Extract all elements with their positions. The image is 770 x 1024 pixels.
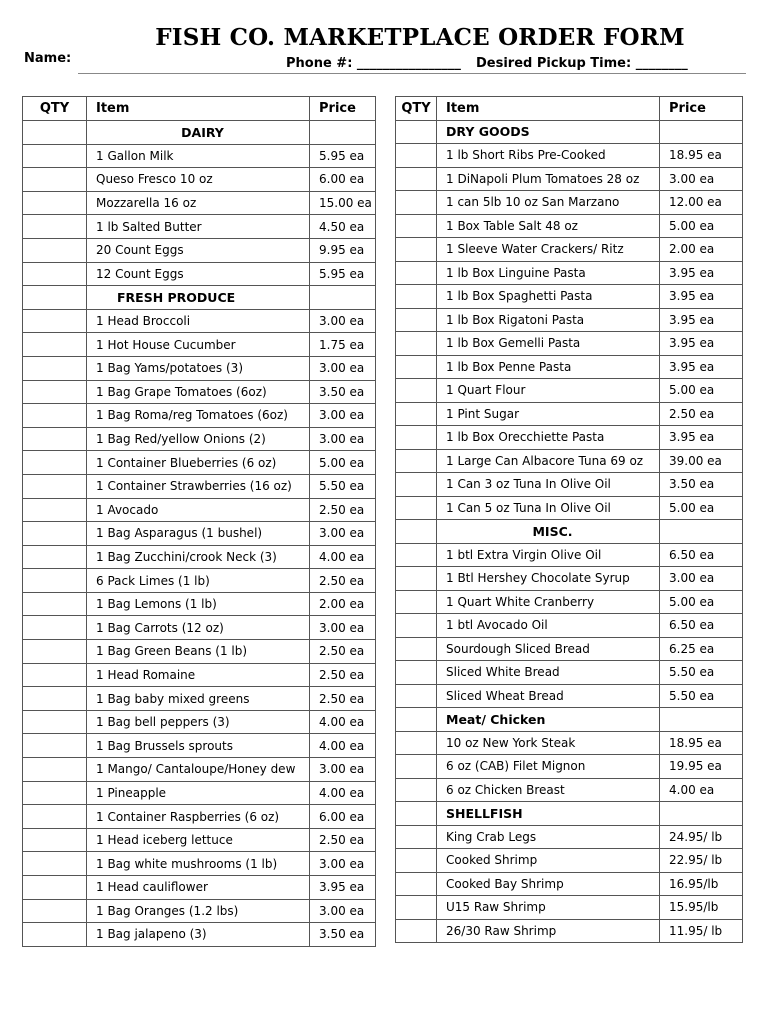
qty-input-cell[interactable] <box>396 238 437 262</box>
item-name: Sliced Wheat Bread <box>437 684 660 708</box>
qty-input-cell[interactable] <box>23 616 87 640</box>
item-name: 1 lb Box Penne Pasta <box>437 355 660 379</box>
item-name: 1 Can 5 oz Tuna In Olive Oil <box>437 496 660 520</box>
qty-input-cell[interactable] <box>23 545 87 569</box>
item-price: 2.50 ea <box>310 687 376 711</box>
right-header-row <box>396 97 743 121</box>
item-price: 6.25 ea <box>660 637 743 661</box>
item-row <box>23 899 376 923</box>
item-price: 3.00 ea <box>310 309 376 333</box>
item-price: 3.50 ea <box>660 473 743 497</box>
qty-input-cell[interactable] <box>396 614 437 638</box>
item-row <box>23 923 376 947</box>
item-row <box>23 734 376 758</box>
item-name: 1 Bag Yams/potatoes (3) <box>87 356 310 380</box>
item-row <box>23 404 376 428</box>
item-row <box>23 876 376 900</box>
item-price: 4.00 ea <box>660 778 743 802</box>
item-row <box>396 285 743 309</box>
item-name: 1 Bag Brussels sprouts <box>87 734 310 758</box>
item-price: 3.00 ea <box>310 404 376 428</box>
item-name: 1 lb Short Ribs Pre-Cooked <box>437 144 660 168</box>
section-heading: FRESH PRODUCE <box>87 286 310 310</box>
qty-input-cell[interactable] <box>23 687 87 711</box>
item-name: 26/30 Raw Shrimp <box>437 919 660 943</box>
qty-input-cell[interactable] <box>23 380 87 404</box>
item-row <box>396 825 743 849</box>
item-row <box>396 449 743 473</box>
item-name: 1 Gallon Milk <box>87 144 310 168</box>
item-name: Sliced White Bread <box>437 661 660 685</box>
item-name: 1 can 5lb 10 oz San Marzano <box>437 191 660 215</box>
qty-input-cell[interactable] <box>23 663 87 687</box>
item-name: 1 btl Avocado Oil <box>437 614 660 638</box>
item-name: 1 Container Strawberries (16 oz) <box>87 474 310 498</box>
item-name: 1 Bag white mushrooms (1 lb) <box>87 852 310 876</box>
price-cell <box>660 708 743 732</box>
item-row <box>396 191 743 215</box>
item-header: Item <box>87 97 310 121</box>
qty-input-cell[interactable] <box>396 567 437 591</box>
item-price: 22.95/ lb <box>660 849 743 873</box>
item-name: 6 oz (CAB) Filet Mignon <box>437 755 660 779</box>
item-row <box>396 567 743 591</box>
item-price: 4.00 ea <box>310 545 376 569</box>
item-row <box>396 590 743 614</box>
qty-input-cell[interactable] <box>396 402 437 426</box>
item-name: 1 DiNapoli Plum Tomatoes 28 oz <box>437 167 660 191</box>
item-name: 1 Bag baby mixed greens <box>87 687 310 711</box>
section-heading: DRY GOODS <box>437 120 660 144</box>
qty-input-cell[interactable] <box>396 285 437 309</box>
item-name: 1 btl Extra Virgin Olive Oil <box>437 543 660 567</box>
item-row <box>396 308 743 332</box>
item-price: 3.95 ea <box>660 355 743 379</box>
item-name: King Crab Legs <box>437 825 660 849</box>
item-row <box>23 309 376 333</box>
qty-input-cell[interactable] <box>23 309 87 333</box>
item-price: 5.00 ea <box>660 379 743 403</box>
item-name: 1 Bag Lemons (1 lb) <box>87 592 310 616</box>
qty-input-cell[interactable] <box>396 426 437 450</box>
qty-input-cell[interactable] <box>23 805 87 829</box>
item-price: 2.00 ea <box>310 592 376 616</box>
item-name: 1 lb Box Gemelli Pasta <box>437 332 660 356</box>
item-name: 1 Container Blueberries (6 oz) <box>87 451 310 475</box>
item-price: 12.00 ea <box>660 191 743 215</box>
item-name: 10 oz New York Steak <box>437 731 660 755</box>
price-header: Price <box>660 97 743 121</box>
qty-cell <box>396 708 437 732</box>
item-row <box>396 661 743 685</box>
qty-input-cell[interactable] <box>23 710 87 734</box>
section-row <box>396 802 743 826</box>
price-cell <box>660 520 743 544</box>
item-name: 1 Head Romaine <box>87 663 310 687</box>
item-name: 1 Sleeve Water Crackers/ Ritz <box>437 238 660 262</box>
item-name: 1 Bag Red/yellow Onions (2) <box>87 427 310 451</box>
section-row <box>396 520 743 544</box>
item-price: 2.00 ea <box>660 238 743 262</box>
qty-input-cell[interactable] <box>396 590 437 614</box>
phone-label[interactable]: Phone #: ________________ <box>286 56 461 71</box>
item-price: 6.50 ea <box>660 543 743 567</box>
qty-input-cell[interactable] <box>396 496 437 520</box>
item-row <box>23 758 376 782</box>
qty-input-cell[interactable] <box>23 451 87 475</box>
qty-cell <box>23 121 87 145</box>
item-row <box>23 451 376 475</box>
qty-input-cell[interactable] <box>23 852 87 876</box>
item-row <box>23 663 376 687</box>
qty-input-cell[interactable] <box>396 731 437 755</box>
item-row <box>396 778 743 802</box>
item-row <box>23 262 376 286</box>
qty-input-cell[interactable] <box>396 144 437 168</box>
item-name: 1 Can 3 oz Tuna In Olive Oil <box>437 473 660 497</box>
item-name: 1 Quart Flour <box>437 379 660 403</box>
item-name: 1 Container Raspberries (6 oz) <box>87 805 310 829</box>
price-header: Price <box>310 97 376 121</box>
qty-input-cell[interactable] <box>23 592 87 616</box>
section-heading: SHELLFISH <box>437 802 660 826</box>
item-row <box>23 144 376 168</box>
qty-input-cell[interactable] <box>396 778 437 802</box>
phone-pickup-line <box>286 56 688 71</box>
qty-input-cell[interactable] <box>396 872 437 896</box>
item-name: U15 Raw Shrimp <box>437 896 660 920</box>
qty-input-cell[interactable] <box>396 896 437 920</box>
item-name: 1 Bag Roma/reg Tomatoes (6oz) <box>87 404 310 428</box>
item-name: 1 lb Box Linguine Pasta <box>437 261 660 285</box>
item-name: 1 Avocado <box>87 498 310 522</box>
qty-cell <box>23 286 87 310</box>
item-price: 6.50 ea <box>660 614 743 638</box>
item-row <box>396 144 743 168</box>
item-row <box>23 522 376 546</box>
item-price: 3.95 ea <box>660 285 743 309</box>
qty-input-cell[interactable] <box>396 214 437 238</box>
item-row <box>23 215 376 239</box>
price-cell <box>310 286 376 310</box>
item-price: 6.00 ea <box>310 168 376 192</box>
item-name: 1 Bag bell peppers (3) <box>87 710 310 734</box>
item-price: 2.50 ea <box>310 640 376 664</box>
item-price: 4.00 ea <box>310 710 376 734</box>
item-row <box>396 637 743 661</box>
item-row <box>23 592 376 616</box>
item-name: 1 Hot House Cucumber <box>87 333 310 357</box>
item-price: 5.50 ea <box>660 661 743 685</box>
pickup-time-label[interactable]: Desired Pickup Time: ________ <box>476 56 688 71</box>
item-row <box>23 474 376 498</box>
item-name: 1 Quart White Cranberry <box>437 590 660 614</box>
item-row <box>23 498 376 522</box>
section-heading: Meat/ Chicken <box>437 708 660 732</box>
qty-header: QTY <box>396 97 437 121</box>
qty-input-cell[interactable] <box>23 899 87 923</box>
item-price: 5.95 ea <box>310 144 376 168</box>
item-price: 18.95 ea <box>660 144 743 168</box>
item-name: 1 Pineapple <box>87 781 310 805</box>
item-price: 5.50 ea <box>660 684 743 708</box>
item-row <box>396 379 743 403</box>
item-price: 3.00 ea <box>310 758 376 782</box>
item-row <box>23 333 376 357</box>
item-name: 1 lb Box Orecchiette Pasta <box>437 426 660 450</box>
qty-input-cell[interactable] <box>23 569 87 593</box>
item-price: 5.00 ea <box>660 214 743 238</box>
qty-input-cell[interactable] <box>23 734 87 758</box>
qty-input-cell[interactable] <box>23 781 87 805</box>
item-name: 1 Head iceberg lettuce <box>87 828 310 852</box>
item-price: 5.00 ea <box>660 496 743 520</box>
item-price: 3.95 ea <box>660 308 743 332</box>
qty-input-cell[interactable] <box>396 167 437 191</box>
qty-input-cell[interactable] <box>23 262 87 286</box>
qty-input-cell[interactable] <box>23 876 87 900</box>
item-price: 1.75 ea <box>310 333 376 357</box>
item-price: 2.50 ea <box>310 663 376 687</box>
section-row <box>396 708 743 732</box>
item-row <box>23 380 376 404</box>
qty-input-cell[interactable] <box>396 308 437 332</box>
item-price: 15.00 ea <box>310 191 376 215</box>
item-row <box>396 238 743 262</box>
item-price: 3.95 ea <box>660 332 743 356</box>
price-cell <box>660 120 743 144</box>
item-price: 4.00 ea <box>310 734 376 758</box>
item-name: 1 Pint Sugar <box>437 402 660 426</box>
item-price: 2.50 ea <box>660 402 743 426</box>
item-row <box>23 710 376 734</box>
item-row <box>23 687 376 711</box>
item-row <box>396 496 743 520</box>
item-price: 4.00 ea <box>310 781 376 805</box>
item-name: 1 Bag Grape Tomatoes (6oz) <box>87 380 310 404</box>
left-header-row <box>23 97 376 121</box>
item-price: 15.95/lb <box>660 896 743 920</box>
section-row <box>23 286 376 310</box>
qty-input-cell[interactable] <box>23 333 87 357</box>
item-row <box>396 261 743 285</box>
qty-input-cell[interactable] <box>396 191 437 215</box>
item-name: Mozzarella 16 oz <box>87 191 310 215</box>
qty-input-cell[interactable] <box>23 427 87 451</box>
item-header: Item <box>437 97 660 121</box>
item-name: 1 Mango/ Cantaloupe/Honey dew <box>87 758 310 782</box>
qty-cell <box>396 802 437 826</box>
qty-input-cell[interactable] <box>396 919 437 943</box>
item-row <box>396 167 743 191</box>
item-price: 5.50 ea <box>310 474 376 498</box>
item-name: Sourdough Sliced Bread <box>437 637 660 661</box>
item-row <box>23 427 376 451</box>
item-price: 4.50 ea <box>310 215 376 239</box>
item-name: 1 Head Broccoli <box>87 309 310 333</box>
item-price: 16.95/lb <box>660 872 743 896</box>
qty-input-cell[interactable] <box>396 449 437 473</box>
qty-input-cell[interactable] <box>396 379 437 403</box>
item-price: 3.00 ea <box>310 356 376 380</box>
item-row <box>396 614 743 638</box>
item-row <box>23 238 376 262</box>
item-price: 18.95 ea <box>660 731 743 755</box>
item-price: 5.00 ea <box>310 451 376 475</box>
item-price: 3.50 ea <box>310 923 376 947</box>
item-name: 1 Bag Carrots (12 oz) <box>87 616 310 640</box>
qty-input-cell[interactable] <box>23 474 87 498</box>
item-row <box>23 828 376 852</box>
item-price: 3.50 ea <box>310 380 376 404</box>
qty-input-cell[interactable] <box>396 332 437 356</box>
qty-input-cell[interactable] <box>396 684 437 708</box>
item-row <box>396 355 743 379</box>
qty-cell <box>396 120 437 144</box>
item-price: 5.00 ea <box>660 590 743 614</box>
section-heading: MISC. <box>437 520 660 544</box>
qty-input-cell[interactable] <box>23 923 87 947</box>
item-name: 6 Pack Limes (1 lb) <box>87 569 310 593</box>
item-price: 3.00 ea <box>660 567 743 591</box>
item-row <box>396 896 743 920</box>
item-name: 1 lb Box Spaghetti Pasta <box>437 285 660 309</box>
qty-input-cell[interactable] <box>396 473 437 497</box>
item-row <box>23 356 376 380</box>
item-name: 6 oz Chicken Breast <box>437 778 660 802</box>
item-row <box>396 919 743 943</box>
item-row <box>23 616 376 640</box>
item-name: 1 Bag jalapeno (3) <box>87 923 310 947</box>
item-name: 1 Bag Asparagus (1 bushel) <box>87 522 310 546</box>
item-row <box>23 781 376 805</box>
item-name: 1 Head cauliflower <box>87 876 310 900</box>
item-price: 6.00 ea <box>310 805 376 829</box>
item-price: 24.95/ lb <box>660 825 743 849</box>
item-name: 1 Bag Zucchini/crook Neck (3) <box>87 545 310 569</box>
item-row <box>396 426 743 450</box>
item-row <box>23 640 376 664</box>
item-name: 1 Large Can Albacore Tuna 69 oz <box>437 449 660 473</box>
item-name: 1 Bag Oranges (1.2 lbs) <box>87 899 310 923</box>
item-name: 1 Bag Green Beans (1 lb) <box>87 640 310 664</box>
item-row <box>396 332 743 356</box>
qty-input-cell[interactable] <box>396 825 437 849</box>
item-name: Cooked Bay Shrimp <box>437 872 660 896</box>
qty-input-cell[interactable] <box>396 355 437 379</box>
item-row <box>396 684 743 708</box>
price-cell <box>660 802 743 826</box>
qty-cell <box>396 520 437 544</box>
item-name: 20 Count Eggs <box>87 238 310 262</box>
qty-input-cell[interactable] <box>396 661 437 685</box>
name-label: Name: <box>24 51 72 66</box>
item-price: 3.00 ea <box>310 522 376 546</box>
item-price: 3.00 ea <box>310 899 376 923</box>
qty-input-cell[interactable] <box>23 144 87 168</box>
price-cell <box>310 121 376 145</box>
qty-input-cell[interactable] <box>23 522 87 546</box>
item-row <box>23 191 376 215</box>
qty-input-cell[interactable] <box>396 849 437 873</box>
qty-input-cell[interactable] <box>23 758 87 782</box>
item-price: 9.95 ea <box>310 238 376 262</box>
section-row <box>396 120 743 144</box>
item-row <box>396 849 743 873</box>
qty-input-cell[interactable] <box>396 637 437 661</box>
item-price: 3.95 ea <box>660 426 743 450</box>
qty-input-cell[interactable] <box>23 498 87 522</box>
item-row <box>396 872 743 896</box>
section-row <box>23 121 376 145</box>
name-field-line[interactable] <box>78 73 746 74</box>
qty-input-cell[interactable] <box>23 215 87 239</box>
item-price: 3.95 ea <box>310 876 376 900</box>
item-price: 11.95/ lb <box>660 919 743 943</box>
item-row <box>396 543 743 567</box>
item-price: 3.95 ea <box>660 261 743 285</box>
form-title: FISH CO. MARKETPLACE ORDER FORM <box>155 24 685 51</box>
item-price: 3.00 ea <box>660 167 743 191</box>
item-name: Queso Fresco 10 oz <box>87 168 310 192</box>
left-order-table <box>22 96 376 947</box>
item-price: 3.00 ea <box>310 427 376 451</box>
qty-input-cell[interactable] <box>23 238 87 262</box>
qty-input-cell[interactable] <box>23 404 87 428</box>
qty-input-cell[interactable] <box>396 755 437 779</box>
qty-input-cell[interactable] <box>23 356 87 380</box>
item-row <box>396 731 743 755</box>
item-row <box>23 805 376 829</box>
item-name: 12 Count Eggs <box>87 262 310 286</box>
qty-input-cell[interactable] <box>23 191 87 215</box>
item-price: 2.50 ea <box>310 498 376 522</box>
item-name: Cooked Shrimp <box>437 849 660 873</box>
item-row <box>396 214 743 238</box>
qty-input-cell[interactable] <box>23 640 87 664</box>
item-price: 3.00 ea <box>310 616 376 640</box>
right-order-table <box>395 96 743 943</box>
qty-header: QTY <box>23 97 87 121</box>
item-row <box>23 168 376 192</box>
item-row <box>396 755 743 779</box>
qty-input-cell[interactable] <box>23 828 87 852</box>
item-row <box>23 545 376 569</box>
item-row <box>23 852 376 876</box>
item-price: 5.95 ea <box>310 262 376 286</box>
item-name: 1 Box Table Salt 48 oz <box>437 214 660 238</box>
item-name: 1 lb Box Rigatoni Pasta <box>437 308 660 332</box>
item-row <box>396 473 743 497</box>
item-name: 1 Btl Hershey Chocolate Syrup <box>437 567 660 591</box>
item-price: 39.00 ea <box>660 449 743 473</box>
item-price: 19.95 ea <box>660 755 743 779</box>
qty-input-cell[interactable] <box>396 261 437 285</box>
item-name: 1 lb Salted Butter <box>87 215 310 239</box>
item-row <box>396 402 743 426</box>
item-price: 2.50 ea <box>310 828 376 852</box>
qty-input-cell[interactable] <box>396 543 437 567</box>
section-heading: DAIRY <box>87 121 310 145</box>
item-row <box>23 569 376 593</box>
item-price: 3.00 ea <box>310 852 376 876</box>
qty-input-cell[interactable] <box>23 168 87 192</box>
item-price: 2.50 ea <box>310 569 376 593</box>
